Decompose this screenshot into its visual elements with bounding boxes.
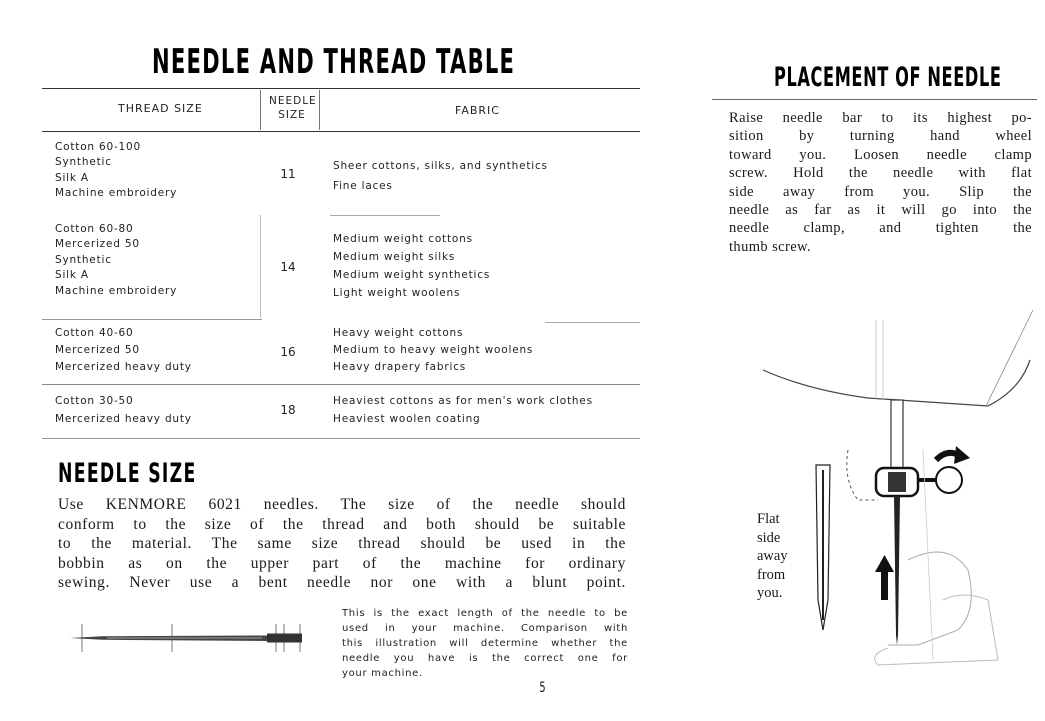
- fabric-cell: Medium to heavy weight woolens: [333, 344, 534, 356]
- needle-size-cell: 18: [280, 403, 296, 417]
- fabric-cell: Heavy weight cottons: [333, 327, 464, 339]
- paragraph-line: conform to the size of the thread and both should be suitable: [58, 515, 626, 533]
- row-divider: [42, 319, 262, 320]
- table-row-fabrics: [333, 230, 490, 302]
- thread-cell: Cotton 30-50: [55, 395, 134, 407]
- caption-line: used in your machine. Comparison with: [342, 623, 628, 634]
- fabric-cell: Fine laces: [333, 180, 393, 192]
- figure-label-line: from: [757, 566, 786, 583]
- clamp-body: [888, 472, 906, 492]
- needle-shank: [267, 634, 302, 643]
- placement-heading-wrap: [774, 62, 1045, 93]
- table-row-threads: [55, 222, 177, 299]
- row-divider-fabric-2: [545, 322, 640, 323]
- header-thread-size: THREAD SIZE: [118, 102, 203, 115]
- caption-line: This is the exact length of the needle to be: [342, 608, 628, 619]
- fabric-cell: Light weight woolens: [333, 287, 461, 299]
- thread-cell: Silk A: [55, 269, 89, 282]
- thread-cell: Machine embroidery: [55, 187, 178, 200]
- column-divider: [260, 215, 261, 318]
- paragraph-line: needle as far as it will go into the: [729, 202, 1032, 219]
- needle-size-heading: NEEDLE SIZE: [58, 458, 197, 489]
- heading-rule: [712, 99, 1037, 100]
- needle-size-heading-wrap: [58, 458, 274, 489]
- table-title-wrap: [152, 42, 738, 82]
- page-number: 5: [539, 680, 546, 696]
- paragraph-line: to the material. The same size thread should be used in the: [58, 535, 626, 552]
- fabric-cell: Medium weight synthetics: [333, 269, 491, 281]
- thread-cell: Mercerized heavy duty: [55, 361, 192, 373]
- column-divider: [260, 90, 261, 130]
- needle-size-paragraph: [58, 495, 626, 593]
- paragraph-line: sition by turning hand wheel: [729, 128, 1032, 145]
- paragraph-line: thumb screw.: [729, 238, 811, 255]
- thread-cell: Mercerized 50: [55, 344, 140, 356]
- table-row-fabrics: [333, 325, 533, 376]
- thread-cell: Silk A: [55, 171, 89, 184]
- column-divider: [319, 90, 320, 130]
- table-row-fabrics: [333, 156, 548, 196]
- caption-line: your machine.: [342, 668, 423, 679]
- header-bottom-rule: [42, 131, 640, 132]
- fabric-cell: Heavy drapery fabrics: [333, 361, 467, 373]
- paragraph-line: side away from you. Slip the: [729, 183, 1032, 200]
- rotate-arrow-head-icon: [954, 446, 970, 464]
- needle-bar-shadow: [876, 320, 883, 400]
- thread-cell: Mercerized 50: [55, 238, 140, 251]
- needle-placement-illustration: [748, 300, 1038, 690]
- thumb-screw: [936, 467, 962, 493]
- paragraph-line: Use KENMORE 6021 needles. The size of the needle should: [58, 496, 626, 513]
- thread-cell: Cotton 60-80: [55, 223, 134, 235]
- header-fabric: FABRIC: [455, 104, 500, 117]
- placement-heading: PLACEMENT OF NEEDLE: [774, 62, 1002, 93]
- machine-head-outline: [763, 360, 1030, 406]
- figure-label-line: you.: [757, 585, 783, 601]
- needle-caption: [342, 606, 628, 681]
- figure-label-line: Flat: [757, 511, 780, 527]
- paragraph-line: toward you. Loosen needle clamp: [729, 146, 1032, 163]
- clamp-ghost: [847, 450, 878, 500]
- table-row-fabrics: [333, 392, 593, 428]
- presser-foot-base: [875, 595, 998, 665]
- paragraph-line: Raise needle bar to its highest po-: [729, 110, 1032, 126]
- needle-size-cell: 11: [280, 167, 296, 181]
- fabric-cell: Medium weight silks: [333, 251, 456, 263]
- thread-cell: Synthetic: [55, 156, 112, 169]
- row-divider: [42, 384, 640, 385]
- up-arrow-icon: [875, 555, 894, 572]
- thread-cell: Cotton 60-100: [55, 141, 141, 153]
- header-needle-size: NEEDLE SIZE: [269, 95, 317, 121]
- up-arrow-shaft-icon: [881, 570, 888, 600]
- needle: [894, 496, 900, 645]
- table-row-threads: [55, 392, 192, 428]
- fabric-cell: Medium weight cottons: [333, 233, 473, 245]
- table-row-threads: [55, 325, 192, 376]
- fabric-cell: Heaviest cottons as for men's work clothes: [333, 395, 593, 407]
- placement-paragraph: [729, 109, 1032, 256]
- needle-size-cell: 16: [280, 345, 296, 359]
- thread-cell: Synthetic: [55, 253, 112, 266]
- paragraph-line: sewing. Never use a bent needle nor one with a blunt point.: [58, 574, 626, 591]
- thread-cell: Cotton 40-60: [55, 327, 134, 339]
- paragraph-line: screw. Hold the needle with flat: [729, 165, 1032, 182]
- fabric-cell: Heaviest woolen coating: [333, 413, 481, 425]
- fabric-cell: Sheer cottons, silks, and synthetics: [333, 160, 548, 172]
- row-divider-fabric: [330, 215, 440, 216]
- thread-cell: Machine embroidery: [55, 284, 178, 297]
- paragraph-line: bobbin as on the upper part of the machine for ordinary: [58, 554, 626, 572]
- needle-illustration: [62, 618, 312, 658]
- table-row-threads: [55, 140, 177, 202]
- table-title: NEEDLE AND THREAD TABLE: [152, 42, 516, 82]
- figure-label-line: away: [757, 548, 788, 564]
- presser-foot: [888, 552, 971, 645]
- needle-size-cell: 14: [280, 260, 296, 274]
- table-bottom-rule: [42, 438, 640, 439]
- caption-line: this illustration will determine whether the: [342, 638, 628, 649]
- caption-line: needle you have is the correct one for: [342, 653, 628, 664]
- paragraph-line: needle clamp, and tighten the: [729, 220, 1032, 237]
- table-top-rule: [42, 88, 640, 89]
- figure-label-line: side: [757, 529, 781, 546]
- thread-cell: Mercerized heavy duty: [55, 413, 192, 425]
